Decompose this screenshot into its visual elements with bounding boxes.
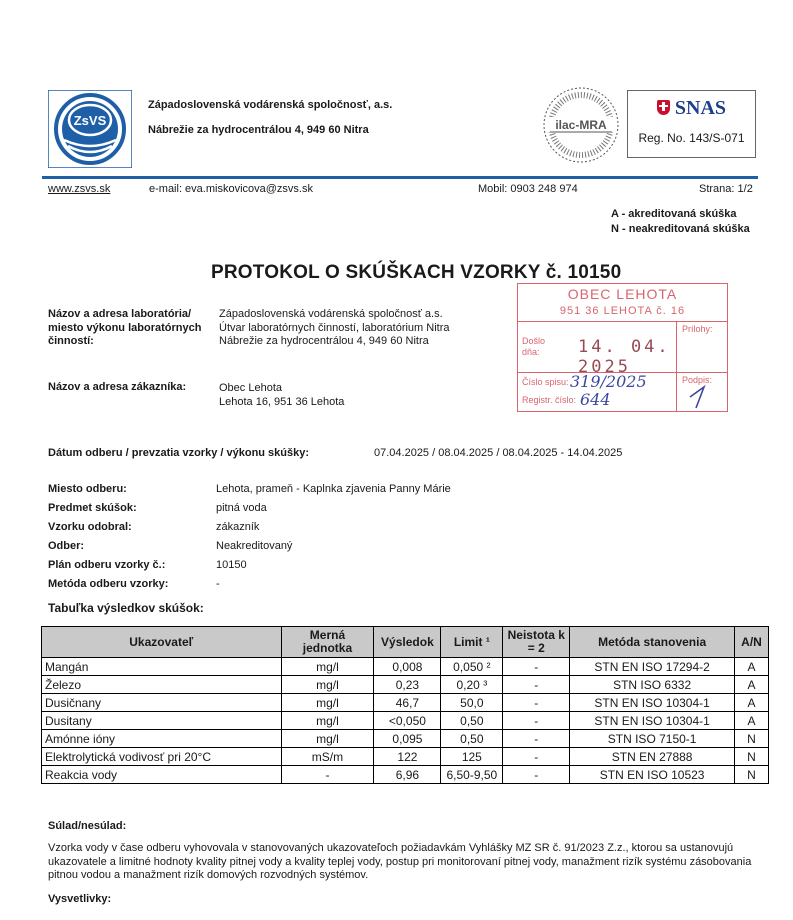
table-cell: A <box>734 712 768 730</box>
table-cell: N <box>734 748 768 766</box>
table-cell: - <box>503 712 570 730</box>
table-cell: mg/l <box>281 712 374 730</box>
table-cell: Dusitany <box>42 712 282 730</box>
col-header: Výsledok <box>374 627 441 658</box>
table-cell: Reakcia vody <box>42 766 282 784</box>
datum-value: 07.04.2025 / 08.04.2025 / 08.04.2025 - 14.04.2025 <box>374 447 623 459</box>
table-cell: 50,0 <box>441 694 503 712</box>
table-row <box>42 694 769 712</box>
stamp-date: 14. 04. 2025 <box>578 337 671 377</box>
table-row <box>42 712 769 730</box>
table-cell: STN EN ISO 10523 <box>570 766 735 784</box>
stamp-prilohy-label: Prílohy: <box>682 324 713 334</box>
table-cell: Amónne ióny <box>42 730 282 748</box>
table-cell: - <box>503 676 570 694</box>
field-value: - <box>216 578 220 590</box>
page-number: Strana: 1/2 <box>699 183 753 195</box>
field-label: Plán odberu vzorky č.: <box>48 559 166 571</box>
field-value: 10150 <box>216 559 247 571</box>
table-cell: <0,050 <box>374 712 441 730</box>
table-cell: 0,23 <box>374 676 441 694</box>
snas-reg-number: Reg. No. 143/S-071 <box>638 131 745 145</box>
table-cell: N <box>734 766 768 784</box>
table-cell: mg/l <box>281 676 374 694</box>
snas-title: SNAS <box>674 97 727 119</box>
col-header: Merná jednotka <box>281 627 374 658</box>
table-cell: N <box>734 730 768 748</box>
zsvs-logo <box>48 90 132 168</box>
table-cell: - <box>503 658 570 676</box>
sulad-text: Vzorka vody v čase odberu vyhovovala v stanovovaných ukazovateľoch požiadavkám Vyhlášky MZ SR č. 91/2023 Z.z., ktorou sa ustanovujú ukazovatele a limitné hodnoty kvality pitnej vody a kvality teplej vody, postup pri monitorovaní pitnej vody, manažment rizík systému zásobovania pitnou vodou a manažment rizík domových rozvodných systémov. <box>48 842 752 881</box>
snas-badge <box>627 90 756 158</box>
col-header: Ukazovateľ <box>42 627 282 658</box>
stamp-spis-value: 319/2025 <box>570 372 647 391</box>
table-cell: 0,095 <box>374 730 441 748</box>
table-cell: STN ISO 6332 <box>570 676 735 694</box>
lab-label: Názov a adresa laboratória/ miesto výkonu laboratórnych činností: <box>48 308 202 347</box>
stamp-address: 951 36 LEHOTA č. 16 <box>559 305 686 317</box>
vysvetlivky-label: Vysvetlivky: <box>48 893 112 905</box>
stamp-name: OBEC LEHOTA <box>567 286 678 302</box>
table-cell: STN ISO 7150-1 <box>570 730 735 748</box>
org-address: Nábrežie za hydrocentrálou 4, 949 60 Nitra <box>148 124 369 136</box>
table-cell: mg/l <box>281 694 374 712</box>
legend-non-accredited: N - neakreditovaná skúška <box>611 223 750 235</box>
field-value: pitná voda <box>216 502 267 514</box>
mobile-text: Mobil: 0903 248 974 <box>478 183 578 195</box>
table-cell: A <box>734 694 768 712</box>
table-cell: - <box>503 766 570 784</box>
field-value: Lehota, prameň - Kaplnka zjavenia Panny Márie <box>216 483 451 495</box>
field-label: Miesto odberu: <box>48 483 127 495</box>
field-label: Predmet skúšok: <box>48 502 137 514</box>
table-header-row <box>42 627 769 658</box>
table-cell: Mangán <box>42 658 282 676</box>
table-cell: - <box>503 694 570 712</box>
col-header: Limit ¹ <box>441 627 503 658</box>
table-cell: 0,50 <box>441 712 503 730</box>
stamp-registr-value: 644 <box>580 390 611 409</box>
table-cell: mS/m <box>281 748 374 766</box>
sk-shield-icon <box>657 100 670 115</box>
website-link[interactable]: www.zsvs.sk <box>48 183 111 195</box>
table-cell: 6,50-9,50 <box>441 766 503 784</box>
legend-accredited: A - akreditovaná skúška <box>611 208 737 220</box>
col-header: Metóda stanovenia <box>570 627 735 658</box>
results-table <box>41 626 769 784</box>
table-cell: STN EN ISO 10304-1 <box>570 712 735 730</box>
received-stamp <box>517 283 728 412</box>
table-cell: 0,50 <box>441 730 503 748</box>
table-row <box>42 676 769 694</box>
sulad-label: Súlad/nesúlad: <box>48 820 127 832</box>
stamp-podpis-label: Podpis: <box>682 375 713 385</box>
table-cell: Železo <box>42 676 282 694</box>
table-cell: 0,008 <box>374 658 441 676</box>
org-name: Západoslovenská vodárenská spoločnosť, a.s. <box>148 99 393 111</box>
table-cell: 0,20 ³ <box>441 676 503 694</box>
table-cell: - <box>503 730 570 748</box>
table-cell: - <box>281 766 374 784</box>
table-cell: 122 <box>374 748 441 766</box>
table-cell: 125 <box>441 748 503 766</box>
customer-value: Obec Lehota Lehota 16, 951 36 Lehota <box>219 382 345 408</box>
stamp-doslo-label: Došlo dňa: <box>522 336 546 357</box>
table-cell: - <box>503 748 570 766</box>
field-value: Neakreditovaný <box>216 540 293 552</box>
email-text: e-mail: eva.miskovicova@zsvs.sk <box>149 183 313 195</box>
document-title: PROTOKOL O SKÚŠKACH VZORKY č. 10150 <box>211 262 622 283</box>
field-label: Odber: <box>48 540 85 552</box>
ilac-mra-logo <box>538 84 624 166</box>
table-cell: STN EN ISO 10304-1 <box>570 694 735 712</box>
stamp-spis-label: Číslo spisu: <box>522 377 569 387</box>
table-row <box>42 658 769 676</box>
customer-label: Názov a adresa zákazníka: <box>48 381 187 393</box>
table-cell: mg/l <box>281 730 374 748</box>
ilac-text: ilac-MRA <box>555 118 607 132</box>
table-cell: STN EN ISO 17294-2 <box>570 658 735 676</box>
field-label: Vzorku odobral: <box>48 521 132 533</box>
handwritten-signature <box>682 383 722 409</box>
table-cell: 6,96 <box>374 766 441 784</box>
datum-label: Dátum odberu / prevzatia vzorky / výkonu skúšky: <box>48 447 310 459</box>
col-header: A/N <box>734 627 768 658</box>
table-cell: Elektrolytická vodivosť pri 20°C <box>42 748 282 766</box>
stamp-registr-label: Registr. číslo: <box>522 395 577 405</box>
table-cell: STN EN 27888 <box>570 748 735 766</box>
table-row <box>42 730 769 748</box>
logo-text: ZsVS <box>73 113 107 128</box>
col-header: Neistota k = 2 <box>503 627 570 658</box>
table-row <box>42 748 769 766</box>
table-cell: 46,7 <box>374 694 441 712</box>
table-cell: mg/l <box>281 658 374 676</box>
table-cell: 0,050 ² <box>441 658 503 676</box>
table-row <box>42 766 769 784</box>
field-value: zákazník <box>216 521 260 533</box>
table-cell: Dusičnany <box>42 694 282 712</box>
table-title: Tabuľka výsledkov skúšok: <box>48 601 204 615</box>
table-cell: A <box>734 658 768 676</box>
header-divider <box>42 176 758 179</box>
field-label: Metóda odberu vzorky: <box>48 578 169 590</box>
table-cell: A <box>734 676 768 694</box>
lab-value: Západoslovenská vodárenská spoločnosť a.s. Útvar laboratórnych činností, laboratórium Nitra Nábrežie za hydrocentrálou 4, 949 60 Nitra <box>219 308 450 347</box>
